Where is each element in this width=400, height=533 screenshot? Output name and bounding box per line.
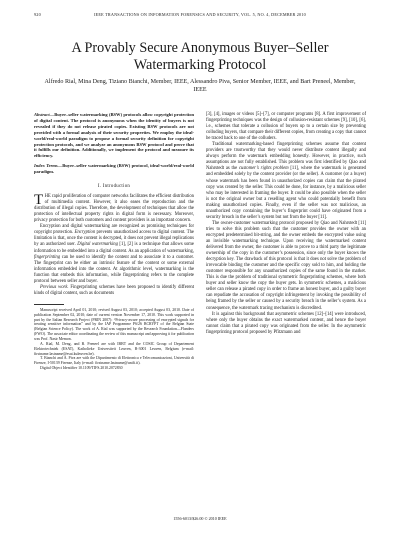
right-paragraph-4: It is against this background that asymmetric schemes [12]–[14] were introduced, where only the buyer obtains the exact watermarked content, and hence the buyer cannot claim that a pirated copy was originated from the seller. In the asymmetric fingerprinting protocol proposed by Pfitzmann and	[206, 311, 366, 335]
footnote-doi: Digital Object Identifier 10.1109/TIFS.2010.2072830	[40, 366, 123, 371]
abstract-text: Buyer–seller watermarking (BSW) protocols allow copyright protection of digital content. The protocol is anonymous when the identity of buyers is not revealed if they do not release pirated copies. Existing BSW protocols are not provided with a formal analysis of their security properties. We employ the ideal-world/real-world paradigm to propose a formal security definition for copyright protection protocols, and we analyze an anonymous BSW protocol and prove that it fulfills our definition. Additionally, we implement the protocol and measure its efficiency.	[34, 112, 194, 159]
footnote-affiliation-2: T. Bianchi and A. Piva are with the Dipartimento di Elettronica e Telecomunicazioni, Università di Firenze, I-50139 Firenze, Italy (e-mail: firstname.lastname@unifi.it).	[34, 356, 194, 366]
text-run: [1], [2] is a technique that allows some information to be embedded into a digital content. As an application of watermarking,	[34, 242, 194, 254]
footnote-manuscript: Manuscript received April 01, 2010; revised August 03, 2010; accepted August 03, 2010. Date of publication September 02, 2010; date of current version November 17, 2010. This work supported in part by the Italian Research Project (PRIN 2007): “Privacy-aware processing of encrypted signals for treating sensitive information” and by the IAP Programme P6/26 BCRYPT of the Belgian State (Belgian Science Policy). The work of A. Rial was supported by the Research Foundation—Flanders (FWO). The associate editor coordinating the review of this manuscript and approving it for publication was Prof. Nasir Memon.	[34, 307, 194, 341]
intro-paragraph-3	[34, 285, 194, 297]
text-run: Fingerprinting schemes have been proposed to identify different kinds of digital content, such as documents	[34, 284, 194, 296]
right-paragraph-3: The owner-customer watermarking protocol proposed by Qiao and Nahrstedt [11] tries to solve this problem such that the customer provides the owner with an encrypted predetermined bit-string, and the owner embeds the encrypted value using an invisible watermarking technique. Upon receiving the watermarked content delivered from the owner, the customer is able to prove to a third party the legitimate ownership of the copy in the customer’s possession, since only the buyer knows the decryption key. The drawback of this protocol is that it does not solve the problem of irrevocable binding the customer and the specific copy sold to him, and holding the customer responsible for any unauthorized copies of the same found in the market. This is due the problem of traditional symmetric fingerprinting schemes, where both buyer and seller know the copy the buyer gets. In symmetric schemes, a malicious seller can release a pirated copy in order to frame an honest buyer, and a guilty buyer can repudiate the accusation of copyright infringement by invoking the possibility of being framed by the seller or caused by a security breach in the seller’s system. As a consequence, the watermark tracing mechanism is discredited.	[206, 220, 366, 311]
text-run: can be used to identify the content and to associate it to a customer. The fingerprint can be either an intrinsic feature of the content or some external information embedded into the content. At algorithmic level, watermarking is the function that embeds this information, while fingerprinting refers to the complete protocol between seller and buyer.	[34, 254, 194, 284]
paper-title: A Provably Secure Anonymous Buyer–Seller Watermarking Protocol	[71, 40, 329, 73]
run-in-heading: Previous work.	[40, 284, 69, 290]
term-digital-watermarking: Digital watermarking	[77, 242, 118, 248]
intro-paragraph-1	[34, 194, 194, 224]
running-head	[34, 12, 366, 20]
footnote-divider	[34, 304, 64, 305]
footnote-affiliation-1: A. Rial, M. Deng, and B. Preneel are with IBBT and the COSIC Group of Departement Elektrotechniek (ESAT), Katholieke Universiteit Leuven, B-3001 Leuven, Belgium (e-mail: firstname.lastname@esat.kuleuven.be).	[34, 341, 194, 356]
index-terms-label: Index Terms—	[34, 163, 63, 169]
intro-paragraph-1-text: HE rapid proliferation of computer networks facilitates the efficient distribution of multimedia content. However, it also eases the reproduction and the distribution of illegal copies. Therefore, the development of techniques that allow the protection of intellectual property rights in digital form is necessary. Moreover, privacy protection for both customers and content providers is an important concern.	[34, 194, 194, 224]
term-customers-rights-problem: customer’s rights problem	[238, 166, 289, 172]
copyright-footer: 1556-6013/$26.00 © 2010 IEEE	[173, 516, 227, 521]
page-number: 920	[34, 12, 41, 17]
author-list: Alfredo Rial, Mina Deng, Tiziano Bianchi, Member, IEEE, Alessandro Piva, Senior Member, IEEE, and Bart Preneel, Member, IEEE	[44, 79, 356, 93]
footnote	[34, 308, 194, 371]
left-column	[34, 112, 194, 371]
index-terms	[34, 163, 194, 175]
section-heading-introduction: I. Introduction	[97, 184, 131, 190]
abstract-label: Abstract—	[34, 112, 55, 117]
right-column	[206, 112, 366, 336]
intro-paragraph-2	[34, 224, 194, 284]
journal-name: IEEE TRANSACTIONS ON INFORMATION FORENSICS AND SECURITY, VOL. 5, NO. 4, DECEMBER 2010	[94, 12, 306, 17]
right-paragraph-2	[206, 142, 366, 221]
text-run: prevents unauthorized access to digital content. The limitation is that, once the content is decrypted, it does not prevent illegal replications by an authorized user.	[34, 230, 194, 248]
term-encryption: Encryption	[74, 230, 96, 236]
text-run: Traditional watermarking-based fingerprinting schemes assume that content providers are trustworthy that they would never distribute content illegally and always perform the watermark embedding honestly. However, in practice, such assumptions are not fully established. This problem was first identified by Qiao and Nahrstedt as the	[206, 142, 366, 172]
text-run: [11], where the watermark is generated and embedded solely by the content provider (or the seller). A customer (or a buyer) whose watermark has been found in unauthorized copies can claim that the pirated copy was created by the seller. This could be done, for instance, by a malicious seller who may be interested in framing the buyer. It could be also possible when the seller is not the original owner but a reselling agent who could potentially benefit from making unauthorized copies. Finally, even if the seller was not malicious, an unauthorized copy containing the buyer’s fingerprint could have originated from a security breach in the seller’s system but not from the buyer [11].	[206, 166, 367, 220]
right-paragraph-1: [3], [4], images or videos [5]–[7], or computer programs [8]. A first improvement of fingerprinting techniques was the design of collusion-resistant schemes [9], [10], [6], i.e., schemes that tolerate a collusion of buyers up to a certain size by preventing colluding buyers, that compare their different copies, from creating a copy that cannot be traced back to one of the colluders.	[206, 112, 366, 142]
text-run: Encryption and digital watermarking are recognized as promising techniques for copyright protection.	[34, 224, 194, 236]
index-terms-text: Buyer–seller watermarking (BSW) protocol, ideal-world/real-world paradigm.	[34, 163, 194, 175]
term-fingerprinting: fingerprinting	[34, 254, 61, 260]
abstract	[34, 112, 194, 159]
drop-cap: T	[34, 192, 44, 209]
